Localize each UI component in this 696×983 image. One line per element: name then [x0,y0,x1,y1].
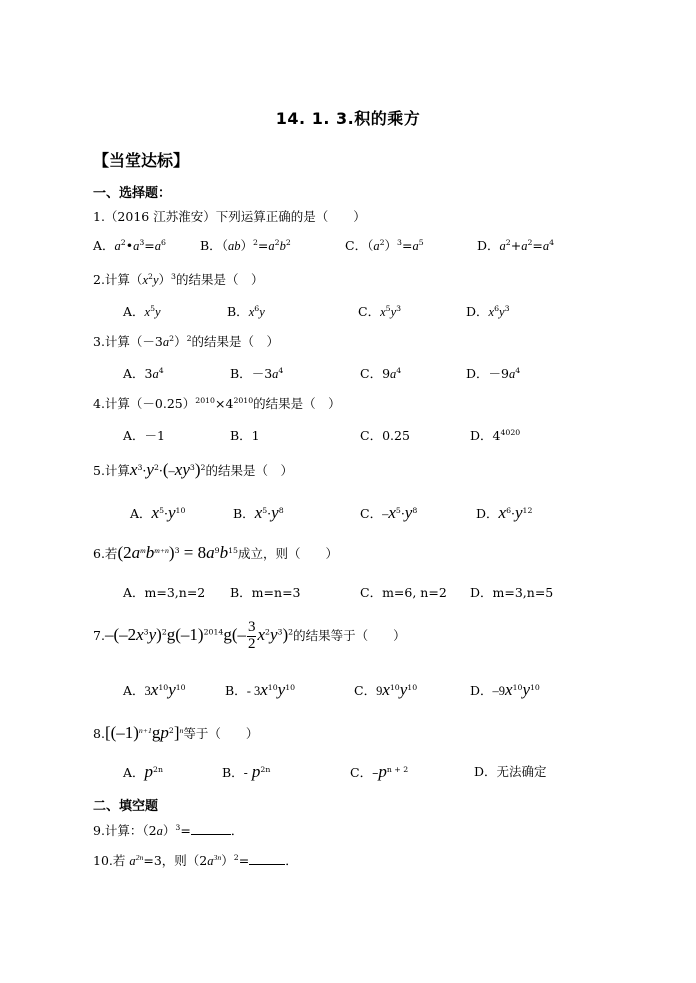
q4-option-b: B．1 [230,428,260,443]
q4-option-d: D．$4^{4020}$ [470,427,521,443]
q5-option-d: D．$x^6\cdot y^{12}$ [476,503,533,522]
q7-option-a: A．$3x^{10}y^{10}$ [123,680,186,699]
q3-option-b: B．$-3a^4$ [230,365,284,381]
q6-option-b: B．m=n=3 [230,585,301,600]
question-10-stem: 10.若 $a^{2n}=3$，则$(2a^{3n})^2=$ ． [93,852,298,868]
q4-option-c: C．0.25 [360,428,410,443]
q1-option-b: B．$(ab)^2=a^2b^2$ [200,237,291,253]
fraction-three-halves: $\frac{3}{2}$ [247,619,256,652]
q7-option-c: C．$9x^{10}y^{10}$ [354,680,418,699]
question-2-stem: 2.计算$(x^2y)^3$的结果是（ ） [93,271,264,287]
q10-answer-blank[interactable] [249,852,285,865]
question-9-stem: 9.计算：$(2a)^3=$ ． [93,822,244,838]
q6-option-c: C．m=6, n=2 [360,585,447,600]
question-7-stem: $7.-(-2x^3y)^2g(-1)^{2014}g(-$ $\frac{3}{2}$ $x^2y^3)^2$的结果等于（ ） [93,619,406,652]
q8-option-c: C．$-p^{n + 2}$ [350,762,409,781]
page-title: 14. 1. 3.积的乘方 [275,109,421,128]
q6-option-a: A．m=3,n=2 [123,585,206,600]
q6-option-d: D．m=3,n=5 [470,585,554,600]
section-heading-fill-in: 二、填空题 [93,799,159,814]
q2-option-b: B．$x^6y$ [227,303,265,319]
q5-option-a: A．$x^5\cdot y^{10}$ [130,503,186,522]
q1-option-a: A．$a^2•a^3=a^6$ [93,237,166,253]
q3-option-d: D．$-9a^4$ [466,365,521,381]
question-5-stem: 5.计算$x^3\cdot y^2\cdot(-xy^3)^2$的结果是（ ） [93,460,293,479]
section-heading-practice: 【当堂达标】 [93,151,190,170]
question-4-stem: 4.计算$(-0.25)^{2010}\times 4^{2010}$的结果是（ ） [93,395,341,411]
q5-option-c: C．$-x^5\cdot y^8$ [360,503,418,522]
q3-option-a: A．$3a^4$ [123,365,164,381]
section-heading-choice: 一、选择题： [93,186,172,201]
q4-option-a: A．－1 [123,428,165,443]
question-1-stem: 1.（2016 江苏淮安）下列运算正确的是（ ） [93,209,366,224]
question-3-stem: 3.计算$(-3a^2)^2$的结果是（ ） [93,333,280,349]
q8-option-d: D．无法确定 [474,764,547,779]
q1-option-d: D．$a^2+a^2=a^4$ [477,237,555,253]
q1-option-c: C．$(a^2)^3=a^5$ [345,237,424,253]
q3-option-c: C．$9a^4$ [360,365,402,381]
q2-option-d: D．$x^6y^3$ [466,303,510,319]
q2-option-c: C．$x^5y^3$ [358,303,402,319]
q7-option-b: B．- $3x^{10}y^{10}$ [225,680,296,699]
q8-option-b: B．- $p^{2n}$ [222,762,271,781]
q5-option-b: B．$x^5\cdot y^8$ [233,503,284,522]
q8-option-a: A．$p^{2n}$ [123,762,163,781]
q2-option-a: A．$x^5y$ [123,303,161,319]
q7-option-d: D．$-9x^{10}y^{10}$ [470,680,540,699]
q9-answer-blank[interactable] [191,822,231,835]
question-8-stem: $8.[(-1)^{n+1}gp^2]^n$等于（ ） [93,723,259,742]
question-6-stem: 6.若$(2a^mb^{m+n})^3 = 8a^9b^{15}$成立，则（ ） [93,543,338,562]
